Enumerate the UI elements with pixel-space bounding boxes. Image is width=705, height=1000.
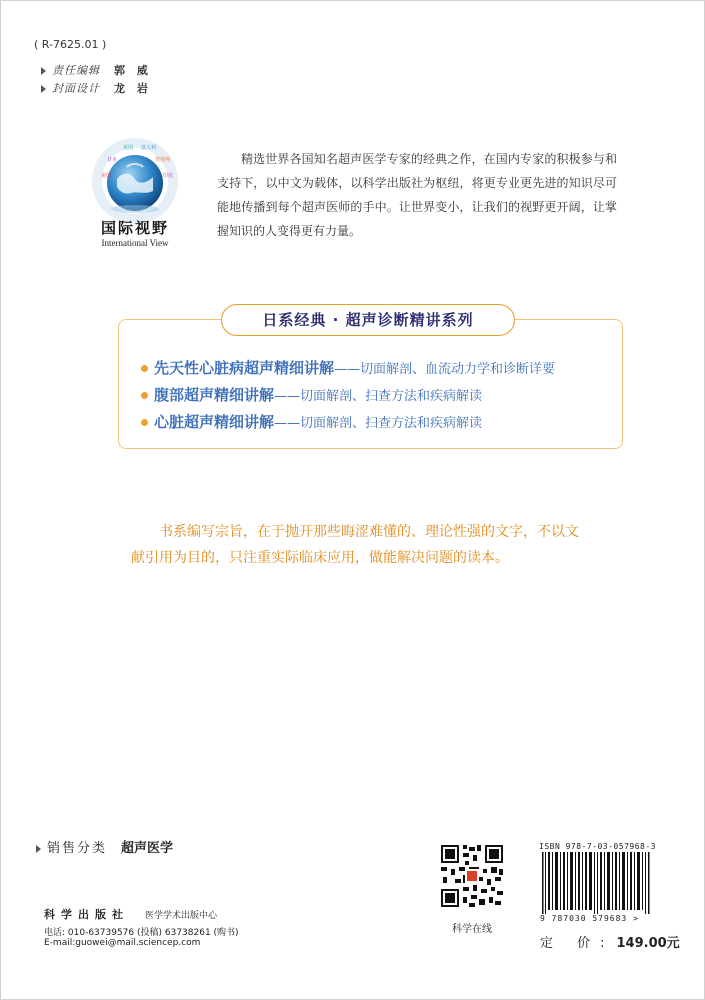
price-label: 定 价: [540,936,615,951]
book-subtitle: ——切面解剖、扫查方法和疾病解读 [274,416,483,431]
logo-ring-label: 日本 [107,157,118,163]
logo-ring-label: 奥地利 [155,157,171,163]
intro-paragraph: 精选世界各国知名超声医学专家的经典之作，在国内专家的积极参与和支持下，以中文为载体，以科学出版社为枢纽，将更专业更先进的知识尽可能地传播到每个超声医师的手中。让世界变小，让我们的视野更开阔，让掌握知识的人变得更有力量。 [217,152,617,238]
catalog-code: ( R-7625.01 ) [34,38,107,51]
bullet-dot-icon [141,419,148,426]
credit-role: 责任编辑 [52,64,100,77]
bullet-dot-icon [141,392,148,399]
logo-title: 国际视野 [100,219,169,237]
qr-code-icon [439,843,505,909]
series-book-item [141,384,482,405]
publisher-phone: 电话: 010-63739576 (投稿) 63738261 (购书) [44,928,239,938]
logo-ring-label: 英国 [123,145,134,151]
book-title: 先天性心脏病超声精细讲解 [154,359,335,377]
sales-category [36,837,173,856]
barcode-number: 9 787030 579683 > [540,914,639,923]
credit-name: 龙 岩 [114,82,152,95]
price-value: 149.00元 [616,936,680,951]
logo-subtitle: International View [101,238,169,248]
series-book-item [141,411,482,432]
barcode-icon [540,852,655,914]
credit-designer [41,80,152,96]
book-subtitle: ——切面解剖、扫查方法和疾病解读 [274,389,483,404]
sales-label: 销售分类 [47,841,108,856]
logo-ring-label: 印度 [163,173,174,179]
book-title: 心脏超声精细讲解 [154,413,275,431]
arrow-bullet-icon [36,845,41,853]
sales-value: 超声医学 [121,841,174,856]
qr-label: 科学在线 [452,924,492,935]
publisher-center: 医学学术出版中心 [145,911,218,921]
logo-ring-label: 意大利 [141,145,157,151]
series-book-item [141,357,555,378]
publisher-logo: 科学出版社 [44,908,129,921]
credit-name: 郭 威 [114,64,152,77]
credit-role: 封面设计 [52,82,100,95]
price [540,932,680,951]
bullet-dot-icon [141,365,148,372]
arrow-bullet-icon [41,85,46,93]
purpose-paragraph: 书系编写宗旨，在于抛开那些晦涩难懂的、理论性强的文字，不以文献引用为目的，只注重实际临床应用，做能解决问题的读本。 [131,524,579,566]
publisher-email: E-mail:guowei@mail.sciencep.com [44,938,201,948]
arrow-bullet-icon [41,67,46,75]
logo-ring-label: 美国 [101,173,112,179]
book-subtitle: ——切面解剖、血流动力学和诊断详要 [334,362,556,377]
isbn-text: ISBN 978-7-03-057968-3 [539,842,656,851]
book-title: 腹部超声精细讲解 [154,386,275,404]
credit-editor [41,62,152,78]
series-title: 日系经典 · 超声诊断精讲系列 [221,304,515,336]
